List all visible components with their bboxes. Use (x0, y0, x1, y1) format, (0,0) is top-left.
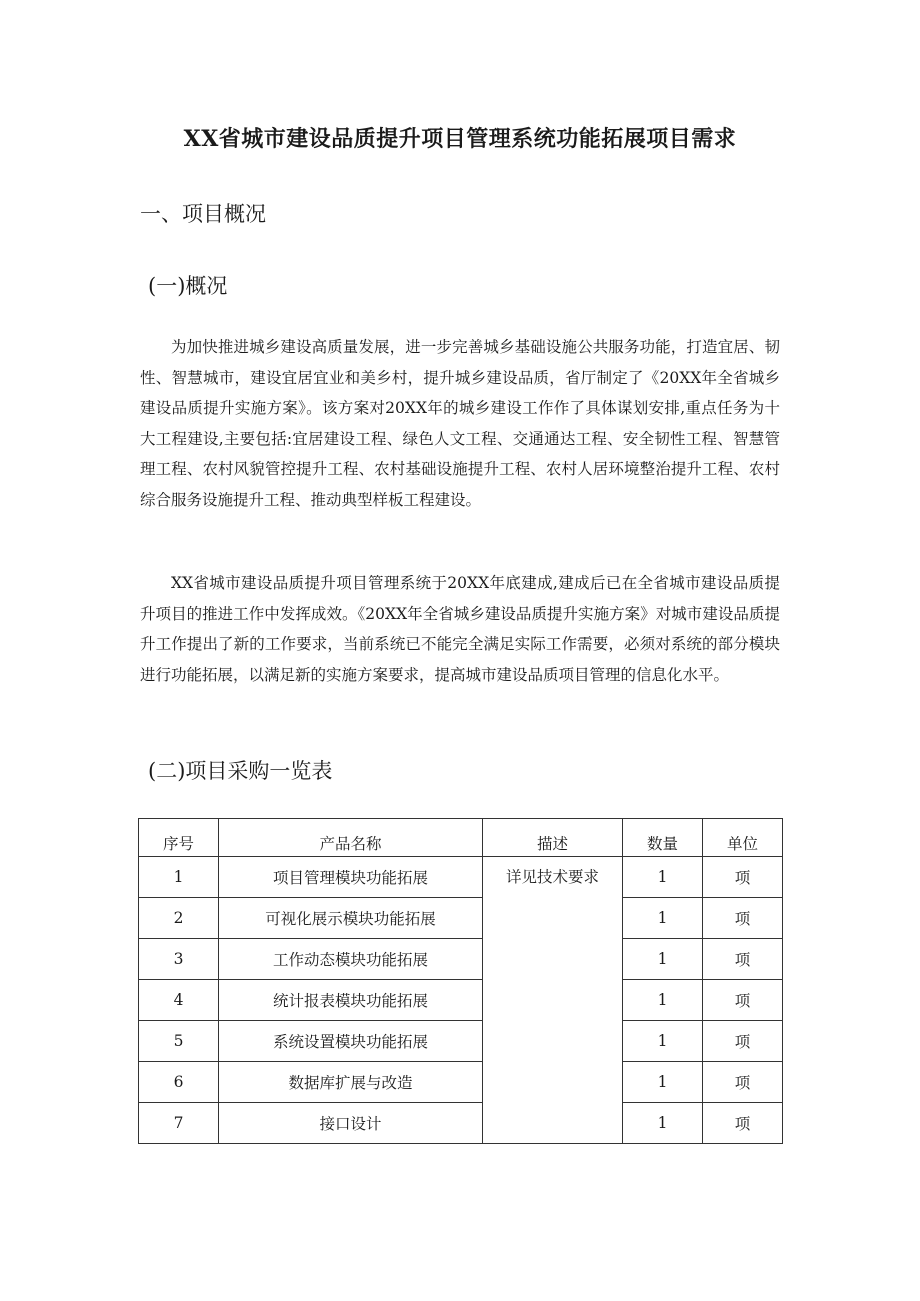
row-no: 3 (139, 939, 219, 980)
header-product-name: 产品名称 (219, 819, 483, 857)
row-unit: 项 (703, 1103, 783, 1144)
row-no: 5 (139, 1021, 219, 1062)
table-row (139, 1062, 783, 1103)
row-unit: 项 (703, 939, 783, 980)
document-title: XX省城市建设品质提升项目管理系统功能拓展项目需求 (183, 126, 737, 152)
row-product-name: 接口设计 (219, 1103, 483, 1144)
row-quantity: 1 (623, 1103, 703, 1144)
subsection-heading-overview: (一)概况 (148, 274, 228, 298)
row-no: 2 (139, 898, 219, 939)
row-product-name: 项目管理模块功能拓展 (219, 857, 483, 898)
header-description: 描述 (483, 819, 623, 857)
row-no: 6 (139, 1062, 219, 1103)
row-quantity: 1 (623, 898, 703, 939)
row-unit: 项 (703, 1021, 783, 1062)
section-heading-overview: 一、项目概况 (140, 202, 266, 226)
table-row (139, 857, 783, 898)
row-no: 1 (139, 857, 219, 898)
row-product-name: 数据库扩展与改造 (219, 1062, 483, 1103)
row-description: 详见技术要求 (483, 857, 623, 1144)
overview-paragraph-2: XX省城市建设品质提升项目管理系统于20XX年底建成,建成后已在全省城市建设品质提升项目的推进工作中发挥成效。《20XX年全省城乡建设品质提升实施方案》对城市建设品质提升工作提出了新的工作要求，当前系统已不能完全满足实际工作需要，必须对系统的部分模块进行功能拓展，以满足新的实施方案要求，提高城市建设品质项目管理的信息化水平。 (140, 574, 780, 684)
header-no: 序号 (139, 819, 219, 857)
row-quantity: 1 (623, 857, 703, 898)
row-unit: 项 (703, 857, 783, 898)
row-product-name: 系统设置模块功能拓展 (219, 1021, 483, 1062)
table-row (139, 1021, 783, 1062)
subsection-heading-procurement: (二)项目采购一览表 (148, 759, 333, 783)
procurement-table (138, 818, 783, 1144)
row-unit: 项 (703, 980, 783, 1021)
row-product-name: 统计报表模块功能拓展 (219, 980, 483, 1021)
row-unit: 项 (703, 898, 783, 939)
row-quantity: 1 (623, 1021, 703, 1062)
row-quantity: 1 (623, 939, 703, 980)
table-row (139, 939, 783, 980)
row-quantity: 1 (623, 1062, 703, 1103)
header-quantity: 数量 (623, 819, 703, 857)
row-quantity: 1 (623, 980, 703, 1021)
row-product-name: 工作动态模块功能拓展 (219, 939, 483, 980)
table-header-row (139, 819, 783, 857)
table-row (139, 1103, 783, 1144)
table-row (139, 898, 783, 939)
overview-paragraph-1: 为加快推进城乡建设高质量发展，进一步完善城乡基础设施公共服务功能，打造宜居、韧性、智慧城市，建设宜居宜业和美乡村，提升城乡建设品质，省厅制定了《20XX年全省城乡建设品质提升实施方案》。该方案对20XX年的城乡建设工作作了具体谋划安排,重点任务为十大工程建设,主要包括:宜居建设工程、绿色人文工程、交通通达工程、安全韧性工程、智慧管理工程、农村风貌管控提升工程、农村基础设施提升工程、农村人居环境整治提升工程、农村综合服务设施提升工程、推动典型样板工程建设。 (140, 338, 780, 509)
header-unit: 单位 (703, 819, 783, 857)
row-unit: 项 (703, 1062, 783, 1103)
row-no: 7 (139, 1103, 219, 1144)
table-row (139, 980, 783, 1021)
row-no: 4 (139, 980, 219, 1021)
row-product-name: 可视化展示模块功能拓展 (219, 898, 483, 939)
